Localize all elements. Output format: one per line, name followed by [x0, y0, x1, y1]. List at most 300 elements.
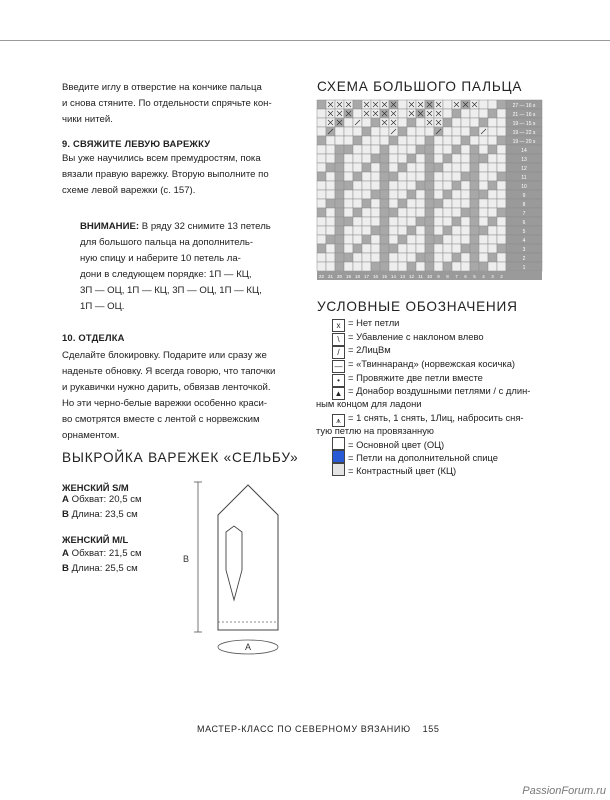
chart-cell: [398, 127, 407, 136]
chart-cell: [344, 190, 353, 199]
column-number: 9: [437, 274, 440, 279]
chart-cell: [317, 127, 326, 136]
row-number: 7: [522, 211, 526, 217]
chart-cell: [389, 172, 398, 181]
chart-cell: [353, 244, 362, 253]
chart-cell: [353, 181, 362, 190]
chart-cell: [434, 253, 443, 262]
chart-cell: [452, 226, 461, 235]
legend-item: [316, 424, 576, 437]
chart-cell: [326, 262, 335, 271]
size-girth: [62, 494, 142, 505]
chart-cell: [425, 253, 434, 262]
chart-cell: [452, 127, 461, 136]
chart-cell: [326, 244, 335, 253]
chart-cell: [380, 253, 389, 262]
chart-cell: [425, 181, 434, 190]
legend-symbol-icon: •: [332, 374, 345, 387]
chart-cell: [488, 208, 497, 217]
chart-cell: [416, 190, 425, 199]
chart-cell: [470, 190, 479, 199]
chart-cell: [353, 163, 362, 172]
chart-cell: [443, 244, 452, 253]
chart-cell: [317, 145, 326, 154]
chart-cell: [488, 199, 497, 208]
chart-cell: [380, 190, 389, 199]
attention-note: [80, 219, 280, 315]
chart-cell: [389, 190, 398, 199]
chart-cell: [461, 190, 470, 199]
legend-text: = «Твиннаранд» (норвежская косичка): [348, 358, 516, 369]
column-number: 17: [363, 274, 370, 279]
chart-cell: [425, 208, 434, 217]
chart-cell: [389, 244, 398, 253]
chart-cell: [425, 154, 434, 163]
chart-cell: [353, 127, 362, 136]
chart-cell: [371, 172, 380, 181]
legend-text: = Донабор воздушными петлями / с длин-: [348, 385, 531, 396]
chart-cell: [353, 199, 362, 208]
chart-cell: [398, 235, 407, 244]
chart-cell: [443, 145, 452, 154]
chart-cell: [398, 109, 407, 118]
legend-text: = Петли на дополнительной спице: [348, 452, 498, 463]
row-number: 27 — 16 s: [512, 103, 536, 109]
chart-cell: [497, 253, 506, 262]
label-a: A: [62, 548, 69, 559]
chart-cell: [461, 127, 470, 136]
chart-cell: [425, 172, 434, 181]
legend-symbol-icon: [332, 437, 345, 450]
size-length: [62, 509, 138, 520]
chart-cell: [452, 217, 461, 226]
chart-cell: [371, 199, 380, 208]
chart-cell: [371, 190, 380, 199]
chart-cell: [452, 163, 461, 172]
chart-cell: [335, 154, 344, 163]
chart-cell: [452, 244, 461, 253]
column-number: 8: [446, 274, 449, 279]
attention-line: 3П — ОЦ, 1П — КЦ, 3П — ОЦ, 1П — КЦ,: [80, 285, 262, 296]
chart-cell: [380, 208, 389, 217]
row-number: 5: [522, 229, 526, 235]
step10-line: во смотрятся вместе с лентой с норвежским: [62, 414, 260, 425]
chart-cell: [344, 181, 353, 190]
chart-cell: [326, 199, 335, 208]
chart-cell: [335, 127, 344, 136]
chart-cell: [497, 127, 506, 136]
chart-cell: [344, 253, 353, 262]
chart-cell: [362, 262, 371, 271]
chart-cell: [479, 163, 488, 172]
chart-cell: [407, 127, 416, 136]
chart-cell: [317, 235, 326, 244]
chart-cell: [488, 109, 497, 118]
chart-cell: [362, 217, 371, 226]
chart-cell: [470, 217, 479, 226]
attention-line: дони в следующем порядке: 1П — КЦ,: [80, 269, 252, 280]
chart-cell: [488, 118, 497, 127]
chart-cell: [479, 145, 488, 154]
legend-text: = Нет петли: [348, 317, 400, 328]
legend-symbol-icon: /: [332, 346, 345, 359]
chart-cell: [362, 163, 371, 172]
row-number: 19 — 22 s: [512, 130, 536, 136]
chart-cell: [326, 217, 335, 226]
chart-cell: [362, 127, 371, 136]
chart-cell: [434, 190, 443, 199]
chart-cell: [461, 262, 470, 271]
chart-cell: [317, 172, 326, 181]
chart-cell: [461, 172, 470, 181]
dimension-label-b: B: [183, 554, 190, 564]
chart-cell: [425, 262, 434, 271]
chart-cell: [434, 244, 443, 253]
chart-cell: [425, 244, 434, 253]
column-number: 6: [464, 274, 467, 279]
step10-heading: 10. ОТДЕЛКА: [62, 332, 125, 343]
step9-line: схеме левой варежки (с. 157).: [62, 185, 196, 196]
chart-cell: [416, 226, 425, 235]
column-number: 7: [455, 274, 458, 279]
chart-cell: [398, 199, 407, 208]
chart-cell: [497, 190, 506, 199]
chart-cell: [353, 217, 362, 226]
chart-cell: [344, 118, 353, 127]
chart-cell: [479, 181, 488, 190]
chart-cell: [407, 208, 416, 217]
chart-cell: [407, 226, 416, 235]
legend-text: = Основной цвет (ОЦ): [348, 439, 445, 450]
step10-paragraph: [62, 348, 300, 444]
chart-cell: [344, 127, 353, 136]
chart-cell: [407, 190, 416, 199]
chart-cell: [434, 226, 443, 235]
chart-cell: [380, 226, 389, 235]
chart-cell: [389, 154, 398, 163]
chart-cell: [416, 235, 425, 244]
chart-cell: [443, 127, 452, 136]
chart-cell: [371, 217, 380, 226]
chart-cell: [317, 100, 326, 109]
column-number: 22: [318, 274, 325, 279]
chart-cell: [380, 199, 389, 208]
chart-cell: [389, 226, 398, 235]
chart-cell: [497, 136, 506, 145]
step10-line: Сделайте блокировку. Подарите или сразу же: [62, 350, 267, 361]
chart-cell: [425, 190, 434, 199]
chart-cell: [443, 217, 452, 226]
chart-cell: [344, 145, 353, 154]
chart-cell: [362, 181, 371, 190]
chart-cell: [452, 136, 461, 145]
row-number: 4: [522, 238, 526, 244]
length-value: Длина: 23,5 см: [71, 509, 138, 520]
chart-cell: [380, 217, 389, 226]
chart-cell: [479, 199, 488, 208]
chart-cell: [353, 154, 362, 163]
chart-cell: [353, 136, 362, 145]
chart-cell: [470, 136, 479, 145]
column-number: 2: [500, 274, 503, 279]
chart-cell: [497, 154, 506, 163]
chart-cell: [488, 145, 497, 154]
chart-cell: [353, 100, 362, 109]
chart-cell: [425, 235, 434, 244]
size-girth: [62, 548, 142, 559]
chart-cell: [335, 262, 344, 271]
chart-cell: [407, 244, 416, 253]
attention-label: ВНИМАНИЕ:: [80, 221, 140, 232]
chart-cell: [443, 262, 452, 271]
chart-cell: [317, 208, 326, 217]
chart-cell: [362, 190, 371, 199]
chart-cell: [497, 226, 506, 235]
chart-cell: [362, 235, 371, 244]
chart-cell: [398, 226, 407, 235]
chart-cell: [443, 100, 452, 109]
chart-cell: [380, 244, 389, 253]
chart-cell: [344, 244, 353, 253]
chart-cell: [461, 235, 470, 244]
legend-symbol-icon: ▲: [332, 387, 345, 400]
chart-cell: [326, 163, 335, 172]
chart-cell: [398, 172, 407, 181]
chart-cell: [317, 154, 326, 163]
step10-line: и рукавички нужно дарить, обвязав ленточкой.: [62, 382, 271, 393]
step10-line: Но эти черно-белые варежки особенно краси-: [62, 398, 268, 409]
legend-text: = Убавление с наклоном влево: [348, 331, 484, 342]
chart-cell: [398, 145, 407, 154]
chart-cell: [470, 127, 479, 136]
chart-cell: [398, 163, 407, 172]
legend-symbol-icon: ⩚: [332, 414, 345, 427]
chart-cell: [380, 262, 389, 271]
chart-cell: [452, 190, 461, 199]
row-number: 8: [522, 202, 526, 208]
chart-cell: [407, 172, 416, 181]
chart-cell: [434, 235, 443, 244]
row-number: 13: [521, 157, 527, 163]
chart-cell: [479, 100, 488, 109]
chart-cell: [488, 163, 497, 172]
chart-cell: [353, 109, 362, 118]
chart-cell: [398, 181, 407, 190]
chart-cell: [488, 235, 497, 244]
chart-cell: [479, 154, 488, 163]
chart-cell: [389, 235, 398, 244]
chart-cell: [407, 199, 416, 208]
chart-cell: [470, 244, 479, 253]
chart-cell: [416, 199, 425, 208]
chart-cell: [425, 145, 434, 154]
chart-cell: [461, 154, 470, 163]
chart-cell: [488, 226, 497, 235]
chart-cell: [335, 181, 344, 190]
chart-cell: [398, 154, 407, 163]
legend-symbol-icon: \: [332, 333, 345, 346]
step9-line: Вы уже научились всем премудростям, пока: [62, 153, 261, 164]
column-number: 13: [399, 274, 406, 279]
chart-cell: [497, 163, 506, 172]
chart-cell: [371, 181, 380, 190]
chart-cell: [497, 235, 506, 244]
column-number: 20: [336, 274, 343, 279]
row-number: 10: [521, 184, 527, 190]
chart-cell: [479, 136, 488, 145]
chart-cell: [497, 100, 506, 109]
chart-cell: [434, 181, 443, 190]
chart-cell: [317, 181, 326, 190]
chart-cell: [470, 118, 479, 127]
chart-cell: [389, 145, 398, 154]
chart-cell: [479, 226, 488, 235]
chart-cell: [389, 208, 398, 217]
chart-cell: [470, 253, 479, 262]
chart-cell: [452, 172, 461, 181]
mitten-diagram: [180, 470, 305, 660]
chart-cell: [443, 235, 452, 244]
chart-cell: [389, 217, 398, 226]
chart-cell: [371, 253, 380, 262]
chart-cell: [335, 145, 344, 154]
chart-cell: [461, 244, 470, 253]
chart-cell: [389, 163, 398, 172]
chart-cell: [326, 154, 335, 163]
chart-cell: [362, 172, 371, 181]
row-number: 3: [522, 247, 526, 253]
chart-cell: [434, 145, 443, 154]
scheme-title: СХЕМА БОЛЬШОГО ПАЛЬЦА: [317, 79, 523, 94]
chart-cell: [380, 145, 389, 154]
chart-cell: [398, 136, 407, 145]
legend-item: [316, 397, 576, 410]
intro-line: чики нитей.: [62, 114, 113, 125]
chart-cell: [362, 154, 371, 163]
footer-text: МАСТЕР-КЛАСС ПО СЕВЕРНОМУ ВЯЗАНИЮ: [197, 724, 411, 734]
chart-cell: [407, 118, 416, 127]
chart-cell: [398, 208, 407, 217]
chart-cell: [452, 145, 461, 154]
chart-cell: [479, 190, 488, 199]
chart-cell: [380, 154, 389, 163]
chart-cell: [434, 208, 443, 217]
chart-cell: [371, 154, 380, 163]
chart-cell: [326, 172, 335, 181]
chart-cell: [317, 109, 326, 118]
chart-cell: [452, 154, 461, 163]
girth-value: Обхват: 20,5 см: [71, 494, 142, 505]
chart-cell: [425, 217, 434, 226]
step9-paragraph: [62, 151, 300, 199]
chart-cell: [317, 244, 326, 253]
attention-first-line: [80, 219, 280, 235]
chart-cell: [326, 145, 335, 154]
chart-cell: [335, 136, 344, 145]
chart-cell: [416, 163, 425, 172]
legend-symbol-icon: [332, 450, 345, 463]
chart-cell: [425, 226, 434, 235]
chart-cell: [380, 136, 389, 145]
chart-cell: [470, 262, 479, 271]
chart-cell: [371, 118, 380, 127]
chart-cell: [398, 217, 407, 226]
chart-cell: [344, 172, 353, 181]
chart-cell: [461, 145, 470, 154]
chart-cell: [461, 226, 470, 235]
row-number: 14: [521, 148, 527, 154]
column-number: 16: [372, 274, 379, 279]
step9-heading: 9. СВЯЖИТЕ ЛЕВУЮ ВАРЕЖКУ: [62, 138, 211, 149]
chart-cell: [371, 136, 380, 145]
chart-cell: [443, 181, 452, 190]
chart-cell: [497, 199, 506, 208]
chart-cell: [425, 136, 434, 145]
chart-cell: [335, 208, 344, 217]
column-number: 10: [426, 274, 433, 279]
chart-cell: [452, 253, 461, 262]
chart-cell: [353, 253, 362, 262]
chart-cell: [461, 253, 470, 262]
chart-cell: [470, 109, 479, 118]
chart-cell: [317, 190, 326, 199]
chart-cell: [488, 154, 497, 163]
chart-cell: [461, 109, 470, 118]
chart-cell: [461, 163, 470, 172]
chart-cell: [371, 145, 380, 154]
chart-cell: [434, 262, 443, 271]
chart-cell: [452, 262, 461, 271]
legend-text: = 1 снять, 1 снять, 1Лиц, набросить сня-: [348, 412, 524, 423]
chart-cell: [407, 163, 416, 172]
chart-cell: [389, 136, 398, 145]
pattern-title: ВЫКРОЙКА ВАРЕЖЕК «СЕЛЬБУ»: [62, 450, 299, 465]
chart-cell: [443, 172, 452, 181]
chart-cell: [344, 154, 353, 163]
chart-cell: [416, 208, 425, 217]
chart-cell: [344, 199, 353, 208]
legend-text: = 2ЛицВм: [348, 344, 391, 355]
chart-cell: [362, 145, 371, 154]
step9-line: вязали правую варежку. Вторую выполните по: [62, 169, 269, 180]
chart-cell: [443, 208, 452, 217]
chart-cell: [335, 235, 344, 244]
chart-cell: [443, 163, 452, 172]
chart-cell: [452, 109, 461, 118]
chart-cell: [353, 226, 362, 235]
chart-cell: [497, 172, 506, 181]
chart-cell: [434, 172, 443, 181]
chart-cell: [497, 262, 506, 271]
chart-cell: [362, 199, 371, 208]
chart-cell: [398, 262, 407, 271]
chart-cell: [488, 253, 497, 262]
chart-cell: [317, 163, 326, 172]
chart-cell: [398, 100, 407, 109]
chart-cell: [380, 127, 389, 136]
chart-cell: [353, 235, 362, 244]
chart-cell: [443, 118, 452, 127]
chart-cell: [317, 217, 326, 226]
chart-cell: [434, 136, 443, 145]
chart-cell: [362, 136, 371, 145]
intro-line: Введите иглу в отверстие на кончике пальца: [62, 82, 262, 93]
label-a: A: [62, 494, 69, 505]
top-rule: [0, 40, 610, 41]
chart-cell: [335, 244, 344, 253]
chart-cell: [317, 199, 326, 208]
attention-line: 1П — ОЦ.: [80, 301, 125, 312]
